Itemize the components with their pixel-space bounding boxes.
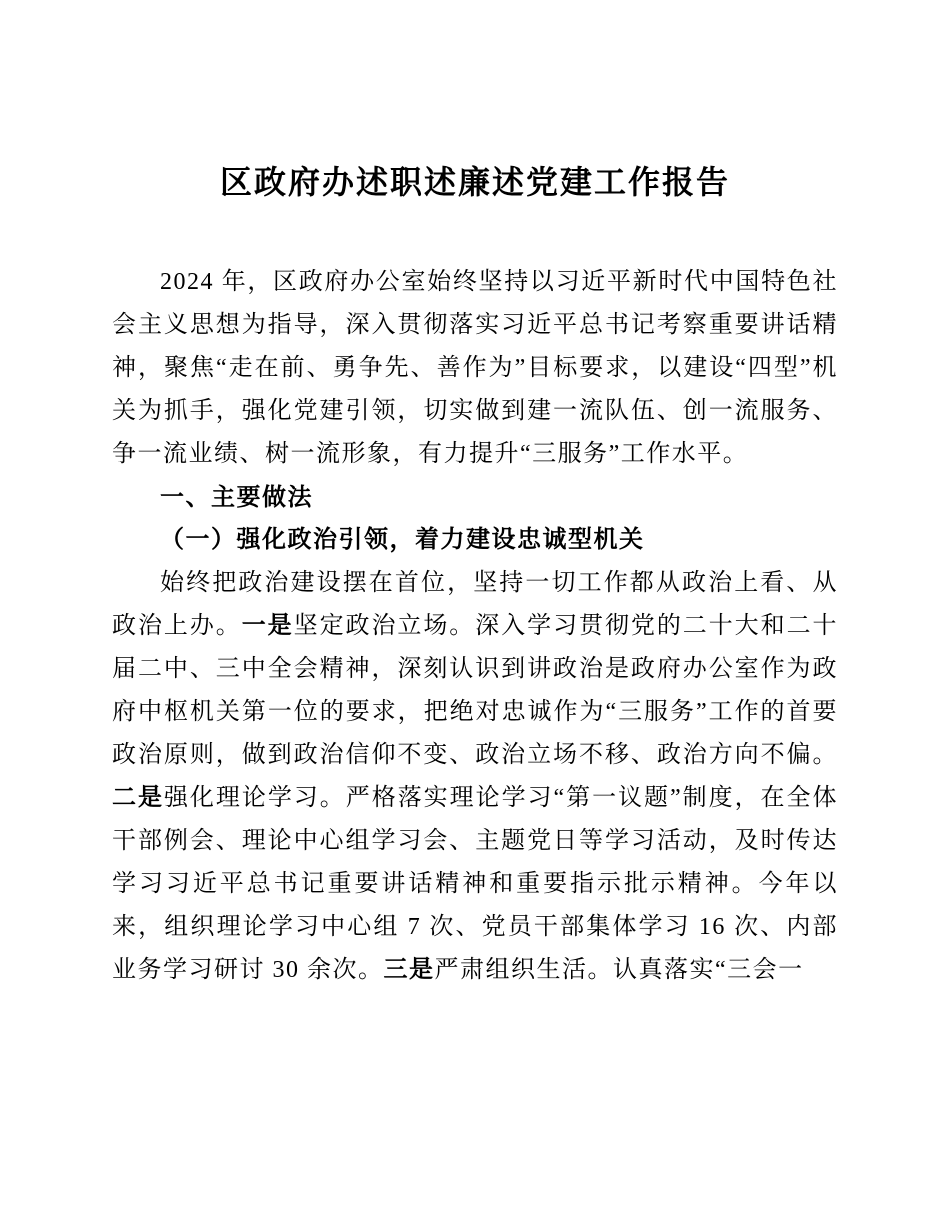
body-paragraph-bold-marker: 三是 <box>383 957 435 983</box>
body-paragraph-segment: 严肃组织生活。认真落实“三会一 <box>434 957 804 983</box>
document-body <box>112 261 838 992</box>
subsection-heading: （一）强化政治引领，着力建设忠诚型机关 <box>160 527 645 553</box>
body-paragraph-bold-marker: 一是 <box>241 613 294 639</box>
body-paragraph <box>112 562 838 992</box>
body-paragraph-segment: 坚定政治立场。深入学习贯彻党的二十大和二十届二中、三中全会精神，深刻认识到讲政治是政府办公室作为政府中枢机关第一位的要求，把绝对忠诚作为“三服务”工作的首要政治原则，做到政治信仰不变、政治立场不移、政治方向不偏。 <box>112 613 839 768</box>
body-paragraph-segment: 始终把政治建设摆在首位，坚持一切工作都从政治上看、从政治上办。 <box>112 570 838 639</box>
document-title: 区政府办述职述廉述党建工作报告 <box>219 164 730 200</box>
section-heading: 一、主要做法 <box>160 484 313 511</box>
intro-paragraph: 2024 年，区政府办公室始终坚持以习近平新时代中国特色社会主义思想为指导，深入贯彻落实习近平总书记考察重要讲话精神，聚焦“走在前、勇争先、善作为”目标要求，以建设“四型”机关为抓手，强化党建引领，切实做到建一流队伍、创一流服务、争一流业绩、树一流形象，有力提升“三服务”工作水平。 <box>112 269 838 467</box>
body-paragraph-segment: 强化理论学习。严格落实理论学习“第一议题”制度，在全体干部例会、理论中心组学习会、主题党日等学习活动，及时传达学习习近平总书记重要讲话精神和重要指示批示精神。今年以来，组织理论学习中心组 7 次、党员干部集体学习 16 次、内部业务学习研讨 30 余次。 <box>112 785 839 983</box>
body-paragraph-bold-marker: 二是 <box>112 785 164 811</box>
document-content <box>112 160 838 992</box>
